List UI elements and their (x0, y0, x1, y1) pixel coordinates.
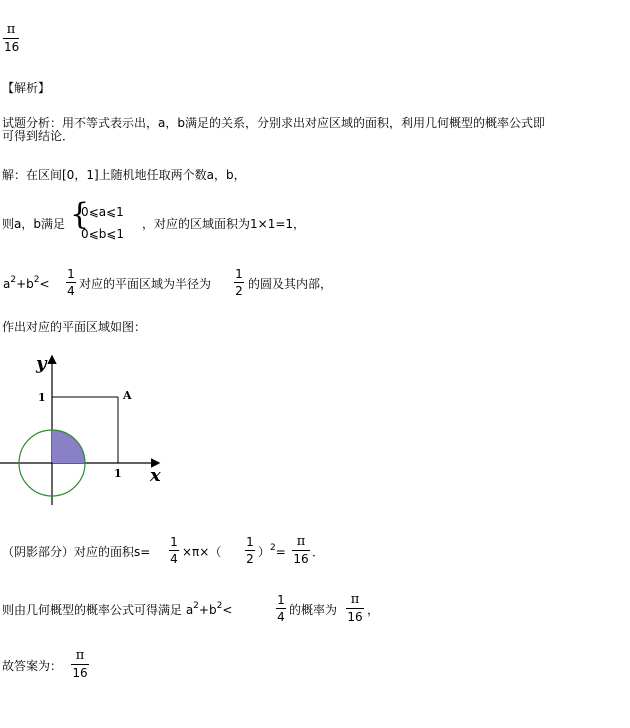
solution-intro: 解：在区间[0，1]上随机地任取两个数a，b， (2, 168, 246, 182)
prob-expression (2, 601, 233, 617)
analysis-line-1: 试题分析：用不等式表示出，a，b满足的关系，分别求出对应区域的面积，利用几何概型的概率公式即 (2, 116, 545, 130)
area-prefix: （阴影部分）对应的面积s= (2, 545, 151, 559)
final-num: π (75, 648, 85, 663)
area-f3-den: 16 (293, 552, 309, 566)
answer-top-denominator: 16 (4, 40, 20, 54)
prob-f-num: 1 (277, 593, 285, 607)
ineq-a: a (3, 277, 11, 291)
area-f3-num: π (296, 534, 306, 549)
coordinate-figure (0, 345, 175, 510)
area-f1-num: 1 (170, 535, 178, 549)
prob-exp-a: 2 (193, 601, 199, 611)
area-mid-2 (258, 543, 286, 559)
area-end: ． (312, 545, 325, 559)
area-fraction-3 (292, 534, 310, 566)
y-tick-label: 1 (38, 391, 46, 404)
prob-lt: < (222, 603, 233, 617)
final-prefix: 故答案为： (2, 659, 63, 673)
fraction-bar (71, 664, 89, 665)
prob-fraction (276, 593, 286, 624)
fraction-bar (3, 38, 19, 39)
ineq-text-end: 的圆及其内部， (248, 277, 333, 291)
figure-caption: 作出对应的平面区域如图： (2, 320, 147, 334)
y-axis-label: y (36, 353, 47, 374)
area-exp: 2 (270, 543, 276, 553)
ineq-frac-num: 1 (67, 267, 75, 281)
area-f2-num: 1 (246, 535, 254, 549)
final-den: 16 (72, 666, 88, 680)
area-fraction-1 (169, 535, 179, 566)
condition-suffix: ，对应的区域面积为1×1=1， (142, 217, 306, 231)
radius-num: 1 (235, 267, 243, 281)
condition-prefix: 则a，b满足 (2, 217, 65, 231)
x-tick-label: 1 (114, 467, 122, 480)
area-mid-1: ×π×（ (182, 545, 222, 559)
area-fraction-2 (245, 535, 255, 566)
answer-top-numerator: π (6, 22, 16, 37)
condition-row-2: 0⩽b⩽1 (81, 227, 124, 241)
fraction-bar (292, 550, 310, 551)
area-f2-den: 2 (246, 552, 254, 566)
prob-plus-b: +b (198, 603, 217, 617)
prob-prefix: 则由几何概型的概率公式可得满足 a (2, 603, 194, 617)
fraction-bar (234, 282, 244, 283)
section-header: 【解析】 (2, 81, 51, 95)
answer-top-fraction (3, 22, 19, 54)
area-f1-den: 4 (170, 552, 178, 566)
area-close-paren: ） (258, 545, 271, 559)
ineq-plus-b: +b (16, 277, 34, 291)
prob-result-fraction (346, 592, 364, 624)
radius-fraction (234, 267, 244, 298)
x-axis-label: x (150, 465, 161, 486)
prob-p-den: 16 (347, 610, 363, 624)
inequality-expression (3, 275, 50, 291)
prob-mid: 的概率为 (289, 603, 338, 617)
radius-den: 2 (235, 284, 243, 298)
ineq-fraction (66, 267, 76, 298)
condition-row-1: 0⩽a⩽1 (81, 205, 124, 219)
prob-f-den: 4 (277, 610, 285, 624)
ineq-text-mid: 对应的平面区域为半径为 (79, 277, 212, 291)
prob-p-num: π (350, 592, 360, 607)
ineq-exp-b: 2 (33, 275, 40, 285)
fraction-bar (169, 550, 179, 551)
final-answer-fraction (71, 648, 89, 680)
analysis-line-2: 可得到结论． (2, 129, 75, 143)
left-brace: { (70, 197, 90, 232)
point-a-label: A (123, 389, 132, 402)
fraction-bar (66, 282, 76, 283)
fraction-bar (245, 550, 255, 551)
fraction-bar (346, 608, 364, 609)
prob-exp-b: 2 (216, 601, 223, 611)
ineq-exp-a: 2 (10, 275, 17, 285)
area-eq: = (275, 545, 286, 559)
fraction-bar (276, 608, 286, 609)
ineq-frac-den: 4 (67, 284, 75, 298)
prob-end: ， (367, 603, 380, 617)
ineq-lt: < (39, 277, 50, 291)
